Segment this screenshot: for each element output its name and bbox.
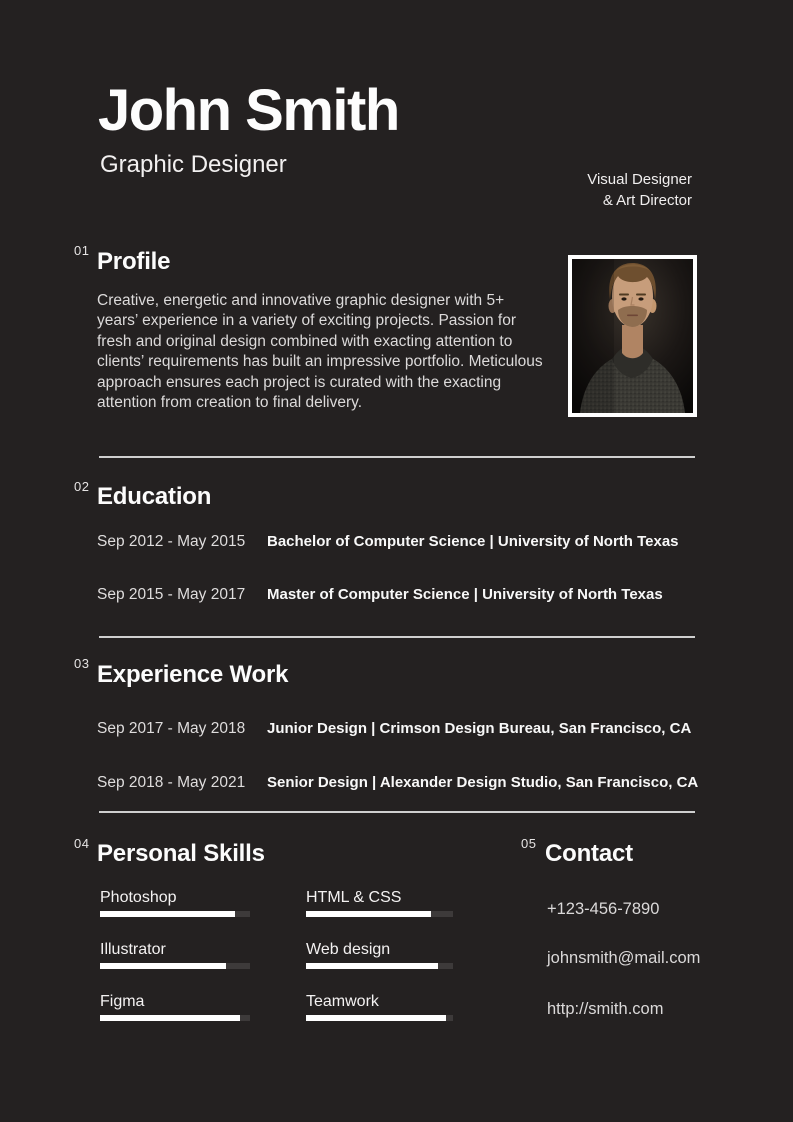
- header-tagline: [587, 169, 692, 211]
- skill-bar-fill: [100, 911, 235, 917]
- education-dates: Sep 2015 - May 2017: [97, 586, 246, 603]
- contact-website: http://smith.com: [547, 1000, 664, 1018]
- experience-description: Senior Design | Alexander Design Studio, San Francisco, CA: [267, 774, 699, 791]
- skill-bar-fill: [100, 963, 226, 969]
- tagline-line-1: Visual Designer: [587, 171, 692, 188]
- contact-email: johnsmith@mail.com: [547, 949, 701, 967]
- experience-row: [97, 774, 698, 792]
- section-number-profile: 01: [74, 243, 90, 258]
- section-heading-profile: Profile: [97, 248, 171, 275]
- profile-photo: [568, 255, 697, 417]
- education-row: [97, 533, 679, 551]
- skill-bar-track: [100, 963, 250, 969]
- experience-row: [97, 720, 691, 738]
- experience-description: Junior Design | Crimson Design Bureau, San Francisco, CA: [267, 720, 692, 737]
- section-divider: [99, 636, 695, 638]
- skill-item-photoshop: [100, 888, 250, 917]
- section-heading-skills: Personal Skills: [97, 840, 265, 867]
- section-number-education: 02: [74, 479, 90, 494]
- person-job-title: Graphic Designer: [100, 151, 287, 178]
- skill-bar-fill: [306, 911, 431, 917]
- skill-bar-track: [306, 963, 453, 969]
- contact-phone: +123-456-7890: [547, 900, 660, 918]
- section-number-skills: 04: [74, 836, 90, 851]
- skill-label: HTML & CSS: [306, 889, 402, 906]
- skill-item-teamwork: [306, 992, 453, 1021]
- section-divider: [99, 811, 695, 813]
- skill-bar-track: [306, 911, 453, 917]
- skill-label: Photoshop: [100, 889, 177, 906]
- skill-item-web-design: [306, 940, 453, 969]
- skill-item-html-css: [306, 888, 453, 917]
- experience-dates: Sep 2018 - May 2021: [97, 774, 246, 791]
- portrait-illustration: [572, 259, 693, 413]
- skill-bar-track: [100, 1015, 250, 1021]
- tagline-line-2: & Art Director: [602, 192, 692, 209]
- skill-bar-fill: [306, 1015, 446, 1021]
- skill-label: Illustrator: [100, 941, 166, 958]
- section-heading-education: Education: [97, 483, 212, 510]
- skill-bar-track: [306, 1015, 453, 1021]
- skill-bar-fill: [306, 963, 438, 969]
- skill-label: Web design: [306, 941, 391, 958]
- person-name: John Smith: [98, 78, 399, 143]
- skill-bar-track: [100, 911, 250, 917]
- section-divider: [99, 456, 695, 458]
- section-heading-contact: Contact: [545, 840, 633, 867]
- education-row: [97, 586, 663, 604]
- skill-bar-fill: [100, 1015, 240, 1021]
- skill-label: Teamwork: [306, 993, 379, 1010]
- skill-item-figma: [100, 992, 250, 1021]
- education-dates: Sep 2012 - May 2015: [97, 533, 246, 550]
- education-description: Master of Computer Science | University of North Texas: [267, 586, 663, 603]
- experience-dates: Sep 2017 - May 2018: [97, 720, 246, 737]
- education-description: Bachelor of Computer Science | University of North Texas: [267, 533, 679, 550]
- skill-label: Figma: [100, 993, 145, 1010]
- section-number-contact: 05: [521, 836, 537, 851]
- section-number-experience: 03: [74, 656, 90, 671]
- skill-item-illustrator: [100, 940, 250, 969]
- section-heading-experience: Experience Work: [97, 661, 289, 688]
- profile-summary-text: Creative, energetic and innovative graphic designer with 5+ years’ experience in a variety of exciting projects. Passion for fresh and original design combined with exacting attention to clients’ requirements has built an impressive portfolio. Meticulous approach ensures each project is curated with the exacting attention from creation to final delivery.: [97, 292, 543, 412]
